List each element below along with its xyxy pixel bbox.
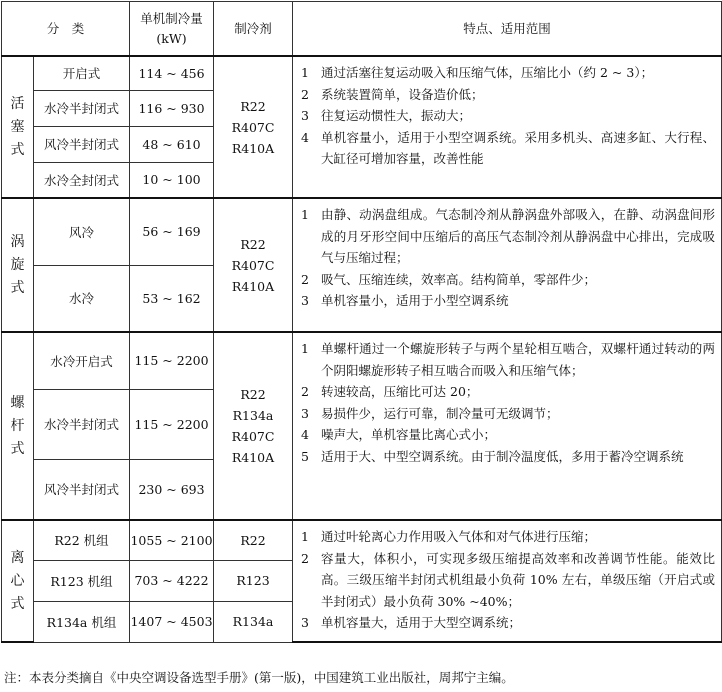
feature-item: 2 系统装置简单，设备造价低； [301,86,484,102]
capacity-cell: 703 ~ 4222 [130,560,214,601]
category-centrifugal: 离 心 式 [2,520,34,642]
feature-item: 1 通过活塞往复运动吸入和压缩气体，压缩比小（约 2 ~ 3）； [301,65,654,80]
feature-item: 3 往复运动惯性大，振动大； [301,108,472,123]
table-row [2,520,722,560]
feature-item: 3 易损件少，运行可靠，制冷量可无级调节； [301,405,559,421]
category-scroll: 涡 旋 式 [2,198,34,332]
capacity-cell: 114 ~ 456 [130,56,214,90]
feature-item: 4 噪声大，单机容量比离心式小； [301,427,497,442]
table-row [2,198,722,265]
capacity-cell: 230 ~ 693 [130,459,214,520]
table-footnote: 注：本表分类摘自《中央空调设备选型手册》(第一版)，中国建筑工业出版社，周邦宁主编。 [4,670,514,685]
feature-item: 3 单机容量大，适用于大型空调系统； [301,615,522,630]
capacity-cell: 116 ~ 930 [130,90,214,126]
type-cell: 水冷半封闭式 [34,90,130,126]
capacity-cell: 53 ~ 162 [130,265,214,332]
category-screw: 螺 杆 式 [2,332,34,520]
refrigerant-cell: R22 R407C R410A [214,198,293,332]
capacity-cell: 10 ~ 100 [130,162,214,198]
feature-item: 3 单机容量小，适用于小型空调系统 [301,293,509,308]
feature-item: 4 单机容量小，适用于小型空调系统。采用多机头、高速多缸、大行程、大缸径可增加容量，改善性能 [301,129,716,166]
feature-item: 5 适用于大、中型空调系统。由于制冷温度低，多用于蓄冷空调系统 [301,448,684,464]
capacity-cell: 48 ~ 610 [130,126,214,162]
feature-item: 1 通过叶轮离心力作用吸入气体和对气体进行压缩； [301,529,597,544]
features-centrifugal [293,520,722,642]
type-cell: 水冷开启式 [34,332,130,389]
table-row [2,56,722,90]
type-cell: 水冷全封闭式 [34,162,130,198]
type-cell: 风冷半封闭式 [34,459,130,520]
header-category: 分 类 [2,2,130,57]
header-capacity-line1: 单机制冷量 [140,10,203,26]
type-cell: 开启式 [34,56,130,90]
header-row [2,2,722,57]
type-cell: 水冷 [34,265,130,332]
header-capacity-line2: (kW) [156,30,187,46]
header-capacity [130,2,214,57]
feature-item: 2 容量大，体积小，可实现多级压缩提高效率和改善调节性能。能效比高。三级压缩半封闭式机组最小负荷 10% 左右，单级压缩（开启式或半封闭式）最小负荷 30% ~40%； [301,550,716,609]
feature-item: 2 吸气、压缩连续，效率高。结构简单，零部件少； [301,271,597,287]
type-cell: 水冷半封闭式 [34,389,130,459]
refrigerant-cell: R123 [214,560,293,601]
type-cell: R123 机组 [34,560,130,601]
compressor-classification-table [1,1,722,643]
refrigerant-cell: R22 R134a R407C R410A [214,332,293,520]
table-row [2,332,722,389]
type-cell: 风冷 [34,198,130,265]
feature-item: 2 转速较高，压缩比可达 20； [301,384,479,399]
type-cell: R134a 机组 [34,601,130,642]
type-cell: 风冷半封闭式 [34,126,130,162]
refrigerant-cell: R134a [214,601,293,642]
category-piston: 活 塞 式 [2,56,34,198]
features-screw [293,332,722,520]
type-cell: R22 机组 [34,520,130,560]
capacity-cell: 1407 ~ 4503 [130,601,214,642]
features-scroll [293,198,722,332]
feature-item: 1 单螺杆通过一个螺旋形转子与两个星轮相互啮合，双螺杆通过转动的两个阴阳螺旋形转子相互啮合而吸入和压缩气体； [301,341,716,378]
capacity-cell: 115 ~ 2200 [130,389,214,459]
header-refrigerant: 制冷剂 [214,2,293,57]
refrigerant-cell: R22 R407C R410A [214,56,293,198]
features-piston [293,56,722,198]
header-features: 特点、适用范围 [293,2,722,57]
refrigerant-cell: R22 [214,520,293,560]
capacity-cell: 1055 ~ 2100 [130,520,214,560]
capacity-cell: 115 ~ 2200 [130,332,214,389]
capacity-cell: 56 ~ 169 [130,198,214,265]
feature-item: 1 由静、动涡盘组成。气态制冷剂从静涡盘外部吸入，在静、动涡盘间形成的月牙形空间中压缩后的高压气态制冷剂从静涡盘中心排出，完成吸气与压缩过程； [301,207,716,265]
